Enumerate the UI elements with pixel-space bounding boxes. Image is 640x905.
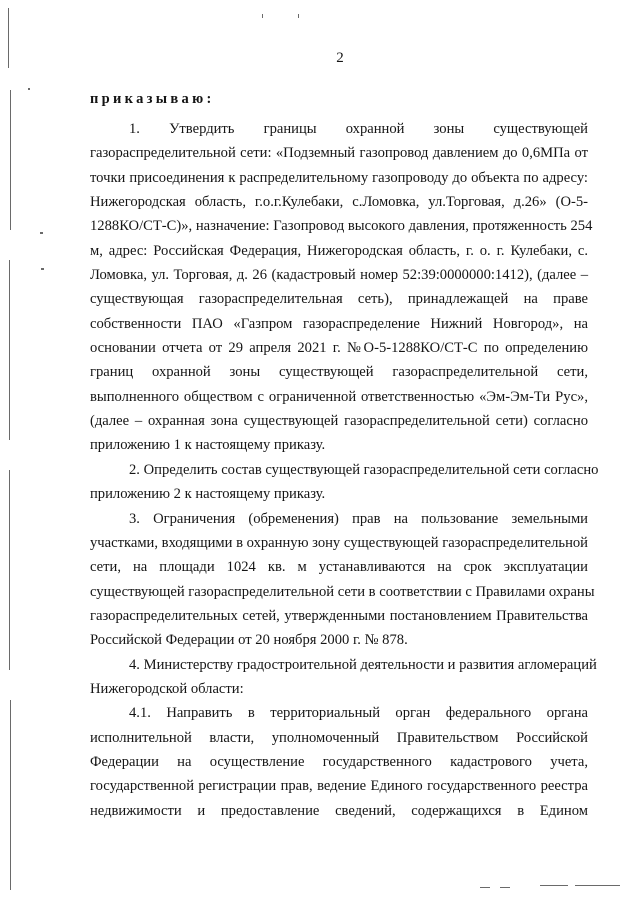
scan-mark	[41, 268, 44, 270]
scan-mark	[9, 470, 10, 670]
scan-mark	[298, 14, 299, 18]
text-line: приложению 1 к настоящему приказу.	[90, 437, 326, 454]
scan-mark	[40, 232, 43, 234]
scan-mark	[540, 885, 568, 886]
scan-mark	[9, 260, 10, 440]
text-line: Нижегородской области:	[90, 680, 244, 697]
text-line: 4. Министерству градостроительной деятельности и развития агломераций	[129, 656, 597, 673]
document-body	[90, 117, 599, 823]
text-line: 3. Ограничения (обременения) прав на пользование земельными	[129, 510, 588, 527]
scan-mark	[575, 885, 620, 886]
text-line: участками, входящими в охранную зону существующей газораспределительной	[90, 534, 588, 551]
text-line: 1288КО/СТ-С)», назначение: Газопровод высокого давления, протяженность 254	[90, 218, 593, 235]
text-line: приложению 2 к настоящему приказу.	[90, 486, 326, 503]
scan-mark	[480, 887, 490, 888]
text-line: 1. Утвердить границы охранной зоны существующей	[129, 121, 588, 137]
text-line: Федерации на осуществление государственного кадастрового учета,	[90, 753, 588, 770]
text-line: газораспределительной сети: «Подземный газопровод давлением до 0,6МПа от	[90, 145, 588, 162]
text-line: сети, на площади 1024 кв. м устанавливаются на срок эксплуатации	[90, 559, 588, 576]
scan-mark	[500, 887, 510, 888]
scan-mark	[8, 8, 9, 68]
text-line: Нижегородская область, г.о.г.Кулебаки, с.Ломовка, ул.Торговая, д.26» (О-5-	[90, 194, 588, 211]
scan-mark	[28, 88, 30, 90]
scan-mark	[10, 700, 11, 890]
text-line: основании отчета от 29 апреля 2021 г. №О-5-1288КО/СТ-С по определению	[90, 340, 588, 357]
text-line: существующей газораспределительной сети в соответствии с Правилами охраны	[90, 583, 595, 600]
text-line: исполнительной власти, уполномоченный Правительством Российской	[90, 729, 588, 746]
text-line: Российской Федерации от 20 ноября 2000 г. № 878.	[90, 632, 408, 649]
text-line: 2. Определить состав существующей газораспределительной сети согласно	[129, 461, 599, 478]
text-line: выполненного обществом с ограниченной ответственностью «Эм-Эм-Ти Рус»,	[90, 388, 588, 405]
text-line: собственности ПАО «Газпром газораспределение Нижний Новгород», на	[90, 315, 588, 332]
text-line: (далее – охранная зона существующей газораспределительной сети) согласно	[90, 413, 588, 430]
text-line: существующая газораспределительная сеть), принадлежащей на праве	[90, 291, 588, 308]
order-word: приказываю:	[90, 91, 215, 107]
text-line: Ломовка, ул. Торговая, д. 26 (кадастровый номер 52:39:0000000:1412), (далее –	[90, 267, 588, 284]
text-line: м, адрес: Российская Федерация, Нижегородская область, г. о. г. Кулебаки, с.	[90, 242, 588, 259]
text-line: газораспределительных сетей, утвержденными постановлением Правительства	[90, 607, 588, 624]
text-line: точки присоединения к распределительному газопроводу до объекта по адресу:	[90, 169, 588, 186]
scan-mark	[10, 90, 11, 230]
text-line: недвижимости и предоставление сведений, содержащихся в Едином	[90, 802, 588, 819]
scan-mark	[262, 14, 263, 18]
text-line: границ охранной зоны существующей газораспределительной сети,	[90, 364, 588, 381]
text-line: 4.1. Направить в территориальный орган федерального органа	[129, 705, 588, 722]
page-number: 2	[336, 50, 344, 66]
text-line: государственной регистрации прав, ведение Единого государственного реестра	[90, 778, 588, 795]
